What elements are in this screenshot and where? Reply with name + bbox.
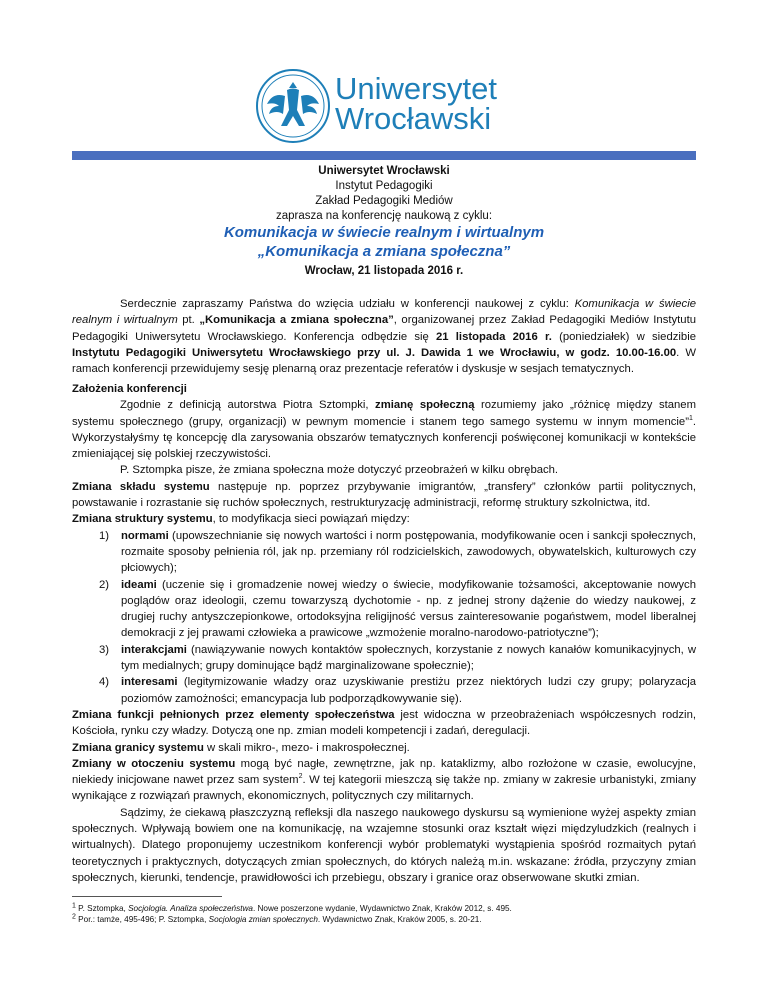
logo-line-2: Wrocławski <box>335 101 492 136</box>
invitation-line: zaprasza na konferencję naukową z cyklu: <box>275 210 493 222</box>
conference-title: „Komunikacja a zmiana społeczna” <box>257 243 511 260</box>
footnote-2: $^2$ Por.: tamże, 495-496; P. Sztompka, Socjologia zmian społecznych. Wydawnictwo Znak, Kraków 2005, s. 20-21. <box>72 913 482 924</box>
composition-paragraph: Zmiana składu systemu następuje np. poprzez przybywanie imigrantów, „transfery” członków partii politycznych, powstawanie i rozrastanie się ruchów społecznych, restrukturyzację administracji, reformę struktury szkolnictwa, itd. <box>72 480 696 510</box>
footnote-divider <box>72 896 222 897</box>
boundary-paragraph: Zmiana granicy systemu w skali mikro-, mezo- i makrospołecznej. <box>72 741 410 754</box>
series-title: Komunikacja w świecie realnym i wirtualnym <box>223 224 545 241</box>
structure-paragraph: Zmiana struktury systemu, to modyfikacja sieci powiązań między: <box>72 513 410 526</box>
eagle-crest-icon <box>257 70 329 142</box>
intro-paragraph: Serdecznie zapraszamy Państwa do wzięcia udziału w konferencji naukowej z cyklu: Komunikacja w świecie realnym i wirtualnym pt. „Komunikacja a zmiana społeczna”, organizowanej przez Zakład Pedagogiki Mediów Instytutu Pedagogiki Uniwersytetu Wrocławskiego. Konferencja odbędzie się 21 listopada 2016 r. (poniedziałek) w siedzibie Instytutu Pedagogiki Uniwersytetu Wrocławskiego przy ul. J. Dawida 1 we Wrocławiu, w godz. 10.00-16.00. W ramach konferencji przewidujemy sesję plenarną oraz prezentacje referatów i dyskusje w sesjach tematycznych. <box>72 298 696 376</box>
definition-paragraph: Zgodnie z definicją autorstwa Piotra Sztompki, zmianę społeczną rozumiemy jako „różnicę między stanem systemu społecznego (grupy, organizacji) w pewnym momencie i stanem tego samego systemu w innym momencie”$^1$. Wykorzystałyśmy tę koncepcję dla zarysowania obszarów tematycznych konferencji poświęconej komunikacji w kontekście zmieniającej się polskiej rzeczywistości. <box>72 399 696 461</box>
logo-line-1: Uniwersytet <box>335 71 497 106</box>
university-name: Uniwersytet Wrocławski <box>318 165 450 177</box>
place-date: Wrocław, 21 listopada 2016 r. <box>304 265 464 277</box>
scope-paragraph: P. Sztompka pisze, że zmiana społeczna może dotyczyć przeobrażeń w kilku obrębach. <box>120 464 559 477</box>
list-item: 1) normami (upowszechnianie się nowych wartości i norm postępowania, modyfikowanie ocen i sankcji społecznych, rozmaite sposoby pełnienia ról, jak np. przemiany ról rodzicielskich, zawodowych, obywatelskich, kulturowych czy płciowych); <box>99 529 696 575</box>
list-item: 2) ideami (uczenie się i gromadzenie nowej wiedzy o świecie, modyfikowanie tożsamości, akceptowanie nowych poglądów oraz ideologii, czemu towarzyszą dychotomie - np. z jednej strony dążenie do wiedzy naukowej, z drugiej ruchy antyszczepionkowe, ortodoksyjna religijność versus zainteresowanie pogaństwem, model liberalnej demokracji z jej prawami człowieka a prawicowe „wzmożenie moralno-narodowo-patriotyczne”); <box>99 578 696 640</box>
footnote-1: $^1$ P. Sztompka, Socjologia. Analiza społeczeństwa. Nowe poszerzone wydanie, Wydawnictwo Znak, Kraków 2012, s. 495. <box>72 902 512 913</box>
department-name: Zakład Pedagogiki Mediów <box>315 195 453 207</box>
assumptions-section <box>72 381 696 886</box>
list-item: 4) interesami (legitymizowanie władzy oraz uzyskiwanie prestiżu przez niektórych ludzi czy grupy; polaryzacja poziomów zamożności; emancypacja lub podporządkowywanie się). <box>99 676 696 705</box>
environment-paragraph: Zmiany w otoczeniu systemu mogą być nagłe, zewnętrzne, jak np. kataklizmy, albo rozłożone w czasie, ewolucyjne, niekiedy inicjowane nawet przez sam system$^2$. W tej kategorii mieszczą się także np. zmiany w zakresie urbanistyki, zmiany wynikające z rozwiązań prawnych, ekonomicznych, politycznych czy militarnych. <box>72 757 696 803</box>
function-paragraph: Zmiana funkcji pełnionych przez elementy społeczeństwa jest widoczna w przeobrażeniach współczesnych rodzin, Kościoła, rynku czy władzy. Dotyczą one np. zmian modeli kompetencji i zadań, deregulacji. <box>72 708 696 738</box>
institute-name: Instytut Pedagogiki <box>335 180 433 192</box>
list-item: 3) interakcjami (nawiązywanie nowych kontaktów społecznych, korzystanie z nowych kanałów komunikacyjnych, w tym medialnych; grupy dominujące bądź marginalizowane społecznie); <box>99 643 696 673</box>
section-heading: Założenia konferencji <box>72 383 187 395</box>
header-divider <box>72 151 696 160</box>
logo-wordmark <box>335 71 497 136</box>
closing-paragraph: Sądzimy, że ciekawą płaszczyzną refleksji dla naszego naukowego dyskursu są wymienione wyżej aspekty zmian społecznych. Wpływają bowiem one na komunikację, na wzajemne stosunki oraz kształt więzi międzyludzkich (realnych i wirtualnych). Dlatego proponujemy uczestnikom konferencji wybór problematyki wystąpienia spośród rozmaitych pytań teoretycznych i praktycznych, dotyczących zmian społecznych, do których należą m.in. wskazane: źródła, przyczyny zmian społecznych, kierunki, tendencje, prawidłowości ich przebiegu, obszary i granice oraz obserwowane skutki zmian. <box>72 806 696 884</box>
